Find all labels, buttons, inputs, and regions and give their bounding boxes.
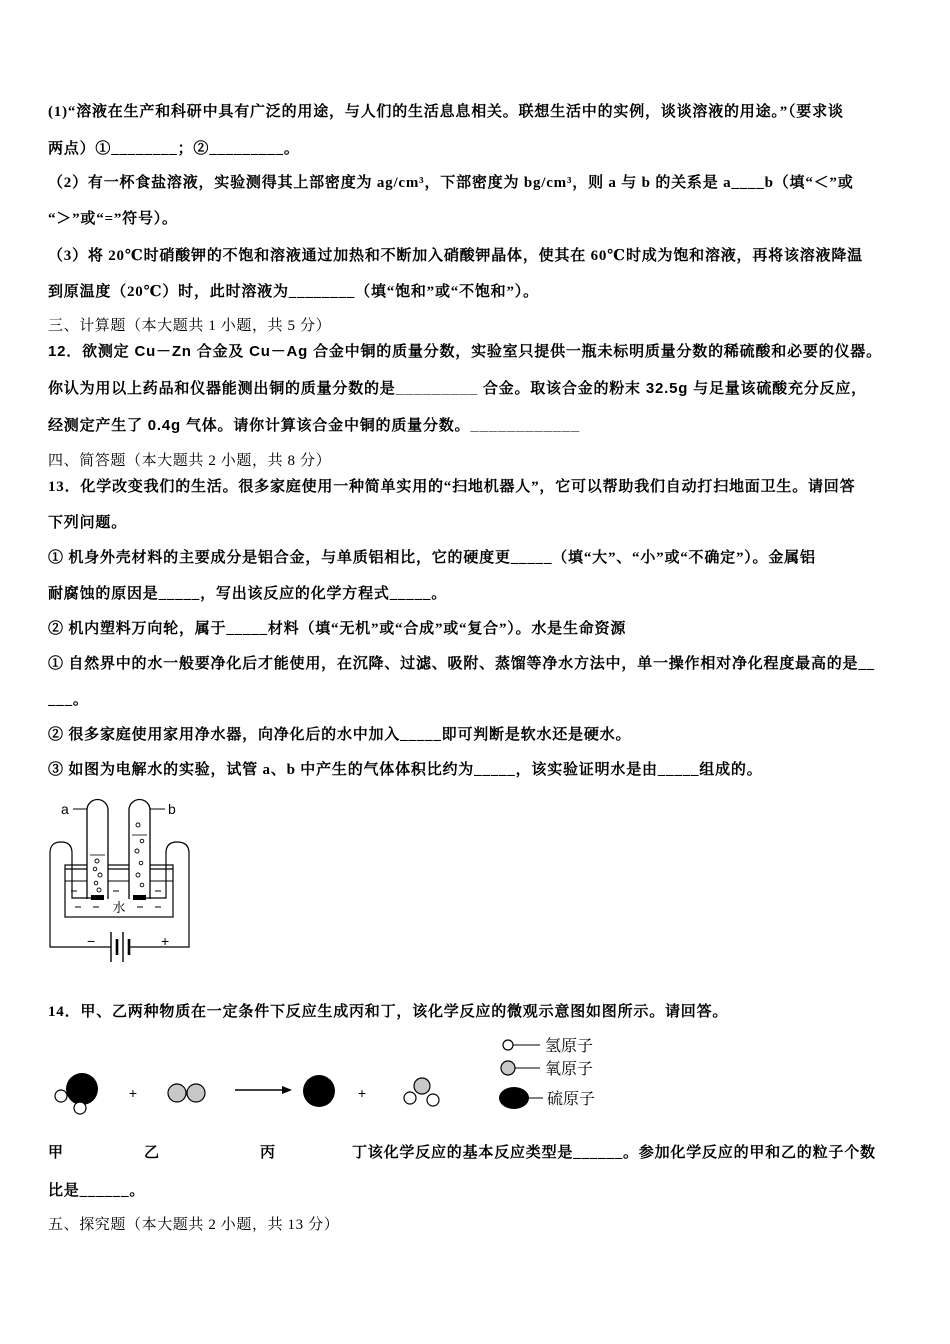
section4-heading: 四、简答题（本大题共 2 小题，共 8 分）	[48, 453, 332, 469]
q11-part1-line1: (1)“溶液在生产和科研中具有广泛的用途，与人们的生活息息相关。联想生活中的实例，谈谈溶液的用途。”（要求谈	[48, 104, 844, 120]
reaction-arrow	[235, 1086, 292, 1094]
q13-stem-line2: 下列问题。	[48, 515, 128, 531]
legend-hydrogen: 氢原子	[545, 1038, 594, 1055]
q11-part2-line1: （2）有一杯食盐溶液，实验测得其上部密度为 ag/cm³，下部密度为 bg/cm³，则 a 与 b 的关系是 a____b（填“＜”或	[48, 175, 854, 191]
q13-item3-line1: ① 自然界中的水一般要净化后才能使用，在沉降、过滤、吸附、蒸馏等净水方法中，单一操作相对净化程度最高的是__	[48, 656, 875, 672]
molecule-ding	[404, 1078, 439, 1106]
q11-part2-line2: “＞”或“=”符号）。	[48, 211, 178, 227]
q13-item3-line2: ___。	[48, 692, 89, 708]
sulfur-atom-icon	[499, 1087, 529, 1109]
minus-sign: −	[87, 933, 96, 949]
q12-line1: 12．欲测定 Cu－Zn 合金及 Cu－Ag 合金中铜的质量分数，实验室只提供一瓶未标明质量分数的稀硫酸和必要的仪器。	[48, 343, 882, 360]
q13-stem-line1: 13．化学改变我们的生活。很多家庭使用一种简单实用的“扫地机器人”，它可以帮助我们自动打扫地面卫生。请回答	[48, 479, 856, 495]
electrode-b	[133, 895, 146, 900]
q11-part3-line2: 到原温度（20℃）时，此时溶液为________（填“饱和”或“不饱和”）。	[48, 284, 539, 300]
q13-item2: ② 机内塑料万向轮，属于_____材料（填“无机”或“合成”或“复合”）。水是生命资源	[48, 621, 627, 637]
hydrogen-atom-icon	[503, 1040, 513, 1050]
label-yi: 乙	[144, 1145, 160, 1161]
plus-sign: +	[161, 933, 170, 949]
test-tube-b	[129, 800, 150, 900]
q13-item4: ② 很多家庭使用家用净水器，向净化后的水中加入_____即可判断是软水还是硬水。	[48, 727, 632, 743]
q14-line2-tail: 丁该化学反应的基本反应类型是______。参加化学反应的甲和乙的粒子个数	[352, 1145, 876, 1161]
q13-item1-line1: ① 机身外壳材料的主要成分是铝合金，与单质铝相比，它的硬度更_____（填“大”、“小”或“不确定”）。金属铝	[48, 550, 816, 566]
plus-sign-2: +	[357, 1085, 367, 1101]
legend	[499, 1037, 595, 1109]
reaction-figure	[40, 1030, 620, 1125]
plus-sign-1: +	[128, 1085, 138, 1101]
molecule-jia	[55, 1073, 98, 1114]
legend-oxygen: 氧原子	[545, 1061, 594, 1078]
electrolysis-figure	[45, 795, 195, 975]
molecule-bing	[303, 1075, 335, 1107]
battery-icon	[111, 932, 129, 962]
water-label: 水	[112, 900, 126, 915]
q14-line3: 比是______。	[48, 1183, 146, 1199]
q11-part1-line2: 两点）①________；②_________。	[48, 141, 300, 157]
label-jia: 甲	[48, 1145, 64, 1161]
q11-part3-line1: （3）将 20℃时硝酸钾的不饱和溶液通过加热和不断加入硝酸钾晶体，使其在 60℃时成为饱和溶液，再将该溶液降温	[48, 248, 863, 264]
q12-line3: 经测定产生了 0.4g 气体。请你计算该合金中铜的质量分数。____________	[48, 417, 581, 434]
section5-heading: 五、探究题（本大题共 2 小题，共 13 分）	[48, 1217, 340, 1233]
section3-heading: 三、计算题（本大题共 1 小题，共 5 分）	[48, 318, 332, 334]
legend-sulfur: 硫原子	[547, 1091, 596, 1108]
oxygen-atom-icon	[501, 1061, 515, 1075]
label-b: b	[168, 801, 176, 817]
q13-item1-line2: 耐腐蚀的原因是_____，写出该反应的化学方程式_____。	[48, 586, 448, 602]
label-a: a	[61, 801, 69, 817]
label-bing: 丙	[260, 1145, 276, 1161]
q13-item5: ③ 如图为电解水的实验，试管 a、b 中产生的气体体积比约为_____，该实验证明水是由_____组成的。	[48, 762, 763, 778]
electrode-a	[91, 895, 104, 900]
q14-line1: 14．甲、乙两种物质在一定条件下反应生成丙和丁，该化学反应的微观示意图如图所示。请回答。	[48, 1004, 729, 1020]
molecule-yi	[168, 1084, 205, 1102]
q12-line2: 你认为用以上药品和仪器能测出铜的质量分数的是_________ 合金。取该合金的粉末 32.5g 与足量该硫酸充分反应，	[48, 380, 867, 397]
